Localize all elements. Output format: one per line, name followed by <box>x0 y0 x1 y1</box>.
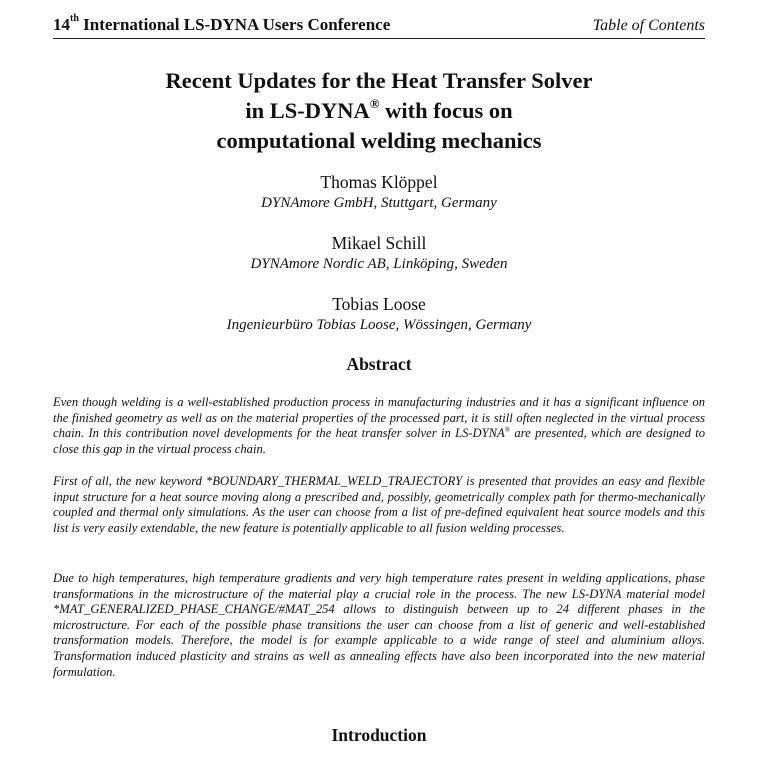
author-block-3 <box>53 293 705 335</box>
abstract-paragraph-1: Even though welding is a well-established production process in manufacturing industries and it has a significant influence on the finished geometry as well as on the material properties of the processed part, it is still often neglected in the virtual process chain. In this contribution novel developments for the heat transfer solver in LS-DYNA® are presented, which are designed to close this gap in the virtual process chain. <box>53 395 705 456</box>
author-block-2 <box>53 232 705 274</box>
title-line-3: computational welding mechanics <box>216 128 542 153</box>
paper-title <box>53 66 705 156</box>
running-header <box>53 14 705 39</box>
title-line-1: Recent Updates for the Heat Transfer Solver <box>165 68 593 93</box>
author-affiliation: DYNAmore Nordic AB, Linköping, Sweden <box>250 256 508 272</box>
author-name: Tobias Loose <box>332 294 426 314</box>
author-affiliation: Ingenieurbüro Tobias Loose, Wössingen, Germany <box>226 317 532 333</box>
introduction-heading: Introduction <box>331 725 427 745</box>
abstract-paragraph-2: First of all, the new keyword *BOUNDARY_THERMAL_WELD_TRAJECTORY is presented that provides an easy and flexible input structure for a heat source moving along a prescribed and, possibly, geometrically complex path for thermo-mechanically coupled and thermal only simulations. As the user can choose from a list of pre-defined equivalent heat source models and this list is very easily extendable, the new feature is potentially applicable to all fusion welding processes. <box>53 474 705 535</box>
author-block-1 <box>53 171 705 213</box>
author-name: Mikael Schill <box>331 233 427 253</box>
table-of-contents-link[interactable]: Table of Contents <box>592 17 705 34</box>
abstract-paragraph-3: Due to high temperatures, high temperature gradients and very high temperature rates present in welding applications, phase transformations in the microstructure of the material play a crucial role in the process. The new LS-DYNA material model *MAT_GENERALIZED_PHASE_CHANGE/#MAT_254 allows to distinguish between up to 24 different phases in the microstructure. For each of the possible phase transitions the user can choose from a list of generic and well-established transformation models. Therefore, the model is for example applicable to a wide range of steel and aluminium alloys. Transformation induced plasticity and strains as well as annealing effects have also been incorporated into the new material formulation. <box>53 571 705 679</box>
title-line-2: in LS-DYNA® with focus on <box>245 95 513 123</box>
conference-title: 14th International LS-DYNA Users Conference <box>53 13 391 34</box>
author-affiliation: DYNAmore GmbH, Stuttgart, Germany <box>261 195 497 211</box>
author-name: Thomas Klöppel <box>320 172 438 192</box>
abstract-heading: Abstract <box>346 354 412 374</box>
